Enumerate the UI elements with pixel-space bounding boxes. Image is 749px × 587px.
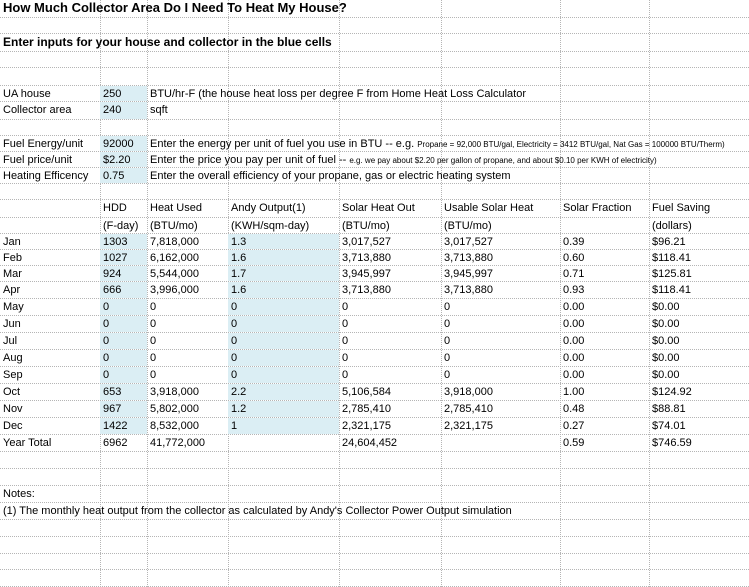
input-data-cell[interactable]: 0 <box>100 350 147 366</box>
column-header: HDD <box>103 202 127 214</box>
total-cell: $746.59 <box>652 437 692 449</box>
data-cell: 2,321,175 <box>342 420 391 432</box>
data-cell: 0.71 <box>563 268 585 280</box>
table-total-row <box>0 435 749 452</box>
input-row <box>0 102 749 120</box>
data-cell: 0 <box>342 369 349 381</box>
month-label: May <box>3 301 24 313</box>
empty-row <box>0 120 749 136</box>
data-cell: $0.00 <box>652 318 680 330</box>
input-description-text: BTU/hr-F (the house heat loss per degree F from Home Heat Loss Calculator <box>150 88 526 100</box>
table-row <box>0 333 749 350</box>
data-cell: 0 <box>150 352 157 364</box>
data-cell: 0 <box>444 335 451 347</box>
input-label: Fuel price/unit <box>3 154 73 166</box>
data-cell: $74.01 <box>652 420 686 432</box>
data-cell: 2,785,410 <box>444 403 493 415</box>
input-data-cell[interactable]: 1303 <box>100 234 147 249</box>
data-cell: 0 <box>150 318 157 330</box>
table-row <box>0 234 749 250</box>
data-cell: $118.41 <box>652 252 691 264</box>
input-data-cell[interactable]: 0 <box>228 316 339 332</box>
data-cell: 0.27 <box>563 420 585 432</box>
table-row <box>0 282 749 299</box>
data-cell: 3,918,000 <box>150 386 199 398</box>
input-data-cell[interactable]: 967 <box>100 401 147 417</box>
input-example-note: e.g. we pay about $2.20 per gallon of propane, and about $0.10 per KWH of electricity) <box>349 156 657 165</box>
instructions-subtitle: Enter inputs for your house and collector in the blue cells <box>3 35 332 49</box>
data-cell: 1.00 <box>563 386 585 398</box>
column-units: (BTU/mo) <box>150 220 198 232</box>
data-cell: 5,802,000 <box>150 403 199 415</box>
table-row <box>0 418 749 435</box>
column-header: Heat Used <box>150 202 202 214</box>
total-cell: 6962 <box>103 437 128 449</box>
input-data-cell[interactable]: 2.2 <box>228 384 339 400</box>
column-units <box>560 218 649 233</box>
notes-label: Notes: <box>3 488 35 500</box>
column-units: (BTU/mo) <box>444 220 492 232</box>
input-data-cell[interactable]: 0 <box>100 316 147 332</box>
table-row <box>0 316 749 333</box>
data-cell: 0 <box>444 352 451 364</box>
input-description-text: Enter the price you pay per unit of fuel -- <box>150 154 347 166</box>
input-data-cell[interactable]: 1027 <box>100 250 147 265</box>
data-cell: 0 <box>342 335 349 347</box>
data-cell: 0.00 <box>563 352 585 364</box>
input-data-cell[interactable]: 0 <box>228 367 339 383</box>
input-data-cell[interactable]: 0 <box>228 350 339 366</box>
data-cell: 3,945,997 <box>444 268 493 280</box>
table-row <box>0 250 749 266</box>
empty-row <box>0 469 749 486</box>
input-row <box>0 136 749 152</box>
input-data-cell[interactable]: 666 <box>100 282 147 298</box>
notes-label-row <box>0 486 749 503</box>
total-cell <box>441 435 560 451</box>
data-cell: 8,532,000 <box>150 420 199 432</box>
column-units: (F-day) <box>103 220 139 232</box>
data-cell: 0.00 <box>563 335 585 347</box>
data-cell: $96.21 <box>652 236 686 248</box>
input-data-cell[interactable]: 1 <box>228 418 339 434</box>
data-cell: 6,162,000 <box>150 252 199 264</box>
data-cell: 3,713,880 <box>342 284 391 296</box>
empty-row <box>0 570 749 587</box>
total-cell: 24,604,452 <box>342 437 398 449</box>
input-data-cell[interactable]: 1422 <box>100 418 147 434</box>
input-data-cell[interactable]: 0 <box>100 333 147 349</box>
input-data-cell[interactable]: 1.7 <box>228 266 339 281</box>
data-cell: 0 <box>150 335 157 347</box>
input-label: Fuel Energy/unit <box>3 138 84 150</box>
data-cell: 3,996,000 <box>150 284 199 296</box>
data-cell: $88.81 <box>652 403 686 415</box>
input-row <box>0 86 749 102</box>
input-description <box>147 168 749 183</box>
data-cell: 0.00 <box>563 301 585 313</box>
input-data-cell[interactable]: 0 <box>100 367 147 383</box>
table-row <box>0 367 749 384</box>
input-value-cell[interactable]: 0.75 <box>100 168 147 183</box>
data-cell: 0.00 <box>563 369 585 381</box>
table-header-row <box>0 200 749 218</box>
input-value-cell[interactable]: 240 <box>100 102 147 119</box>
month-label: Feb <box>3 252 22 264</box>
header-month-blank <box>0 200 100 217</box>
data-cell: 3,017,527 <box>342 236 391 248</box>
month-label: Jun <box>3 318 21 330</box>
input-data-cell[interactable]: 1.6 <box>228 282 339 298</box>
column-header: Solar Fraction <box>563 202 632 214</box>
column-header: Fuel Saving <box>652 202 711 214</box>
data-cell: $124.92 <box>652 386 692 398</box>
data-cell: 0 <box>342 301 349 313</box>
units-month-blank <box>0 218 100 233</box>
input-value-cell[interactable]: 250 <box>100 86 147 101</box>
data-cell: 5,544,000 <box>150 268 199 280</box>
input-data-cell[interactable]: 653 <box>100 384 147 400</box>
column-units: (KWH/sqm-day) <box>231 220 310 232</box>
month-label: Nov <box>3 403 23 415</box>
title-row <box>0 0 749 18</box>
month-label: Jan <box>3 236 21 248</box>
page-title: How Much Collector Area Do I Need To Heat My House? <box>3 0 347 15</box>
input-label: Collector area <box>3 104 72 116</box>
data-cell: 3,945,997 <box>342 268 391 280</box>
table-row <box>0 266 749 282</box>
input-data-cell[interactable]: 0 <box>100 299 147 315</box>
total-label: Year Total <box>3 437 52 449</box>
month-label: Dec <box>3 420 23 432</box>
data-cell: $118.41 <box>652 284 691 296</box>
data-cell: 5,106,584 <box>342 386 391 398</box>
data-cell: 0.48 <box>563 403 585 415</box>
data-cell: 3,017,527 <box>444 236 493 248</box>
data-cell: 0 <box>150 369 157 381</box>
data-cell: $125.81 <box>652 268 692 280</box>
month-label: Jul <box>3 335 18 347</box>
table-row <box>0 350 749 367</box>
empty-row <box>0 52 749 68</box>
input-data-cell[interactable]: 924 <box>100 266 147 281</box>
column-units: (BTU/mo) <box>342 220 390 232</box>
data-cell: 0.39 <box>563 236 585 248</box>
column-header: Andy Output(1) <box>231 202 306 214</box>
data-cell: 7,818,000 <box>150 236 199 248</box>
subtitle-row <box>0 34 749 52</box>
input-description-text: Enter the overall efficiency of your propane, gas or electric heating system <box>150 170 511 182</box>
input-example-note: Propane = 92,000 BTU/gal, Electricity = 3412 BTU/gal, Nat Gas = 100000 BTU/Therm) <box>417 140 725 149</box>
month-label: Aug <box>3 352 23 364</box>
input-data-cell[interactable]: 1.3 <box>228 234 339 249</box>
empty-row <box>0 452 749 469</box>
data-cell: 0 <box>444 369 451 381</box>
data-cell: 0.00 <box>563 318 585 330</box>
input-data-cell[interactable]: 1.6 <box>228 250 339 265</box>
month-label: Oct <box>3 386 21 398</box>
data-cell: $0.00 <box>652 352 680 364</box>
data-cell: 0 <box>342 318 349 330</box>
input-description <box>147 152 749 167</box>
empty-row <box>0 184 749 200</box>
empty-row <box>0 520 749 537</box>
total-cell: 41,772,000 <box>150 437 206 449</box>
table-row <box>0 299 749 316</box>
input-value-cell[interactable]: $2.20 <box>100 152 147 167</box>
data-cell: 3,918,000 <box>444 386 493 398</box>
column-units: (dollars) <box>652 220 692 232</box>
data-cell: 0 <box>342 352 349 364</box>
table-row <box>0 384 749 401</box>
input-data-cell[interactable]: 0 <box>228 333 339 349</box>
footnote-1: (1) The monthly heat output from the collector as calculated by Andy's Collector Power Output simulation <box>3 505 512 517</box>
input-description <box>147 102 749 119</box>
data-cell: $0.00 <box>652 335 680 347</box>
input-description <box>147 86 749 101</box>
data-cell: $0.00 <box>652 301 680 313</box>
data-cell: 2,321,175 <box>444 420 493 432</box>
data-cell: 0.93 <box>563 284 585 296</box>
month-label: Mar <box>3 268 22 280</box>
input-row <box>0 152 749 168</box>
column-header: Solar Heat Out <box>342 202 415 214</box>
input-description <box>147 136 749 151</box>
data-cell: 0 <box>444 318 451 330</box>
input-row <box>0 168 749 184</box>
empty-row <box>0 18 749 34</box>
input-value-cell[interactable]: 92000 <box>100 136 147 151</box>
empty-row <box>0 554 749 570</box>
input-description-text: sqft <box>150 104 168 116</box>
data-cell: 2,785,410 <box>342 403 391 415</box>
data-cell: 0 <box>444 301 451 313</box>
total-cell: 0.59 <box>563 437 585 449</box>
table-units-row <box>0 218 749 234</box>
data-cell: 0.60 <box>563 252 585 264</box>
data-cell: 3,713,880 <box>444 284 493 296</box>
data-cell: 0 <box>150 301 157 313</box>
total-cell <box>228 435 339 451</box>
note-row <box>0 503 749 520</box>
data-cell: 3,713,880 <box>342 252 391 264</box>
input-label: Heating Efficency <box>3 170 89 182</box>
table-row <box>0 401 749 418</box>
column-header: Usable Solar Heat <box>444 202 534 214</box>
data-cell: 3,713,880 <box>444 252 493 264</box>
input-data-cell[interactable]: 0 <box>228 299 339 315</box>
input-description-text: Enter the energy per unit of fuel you use in BTU -- e.g. <box>150 138 415 150</box>
input-data-cell[interactable]: 1.2 <box>228 401 339 417</box>
input-label: UA house <box>3 88 51 100</box>
month-label: Apr <box>3 284 21 296</box>
empty-row <box>0 537 749 554</box>
empty-row <box>0 68 749 86</box>
data-cell: $0.00 <box>652 369 680 381</box>
month-label: Sep <box>3 369 23 381</box>
